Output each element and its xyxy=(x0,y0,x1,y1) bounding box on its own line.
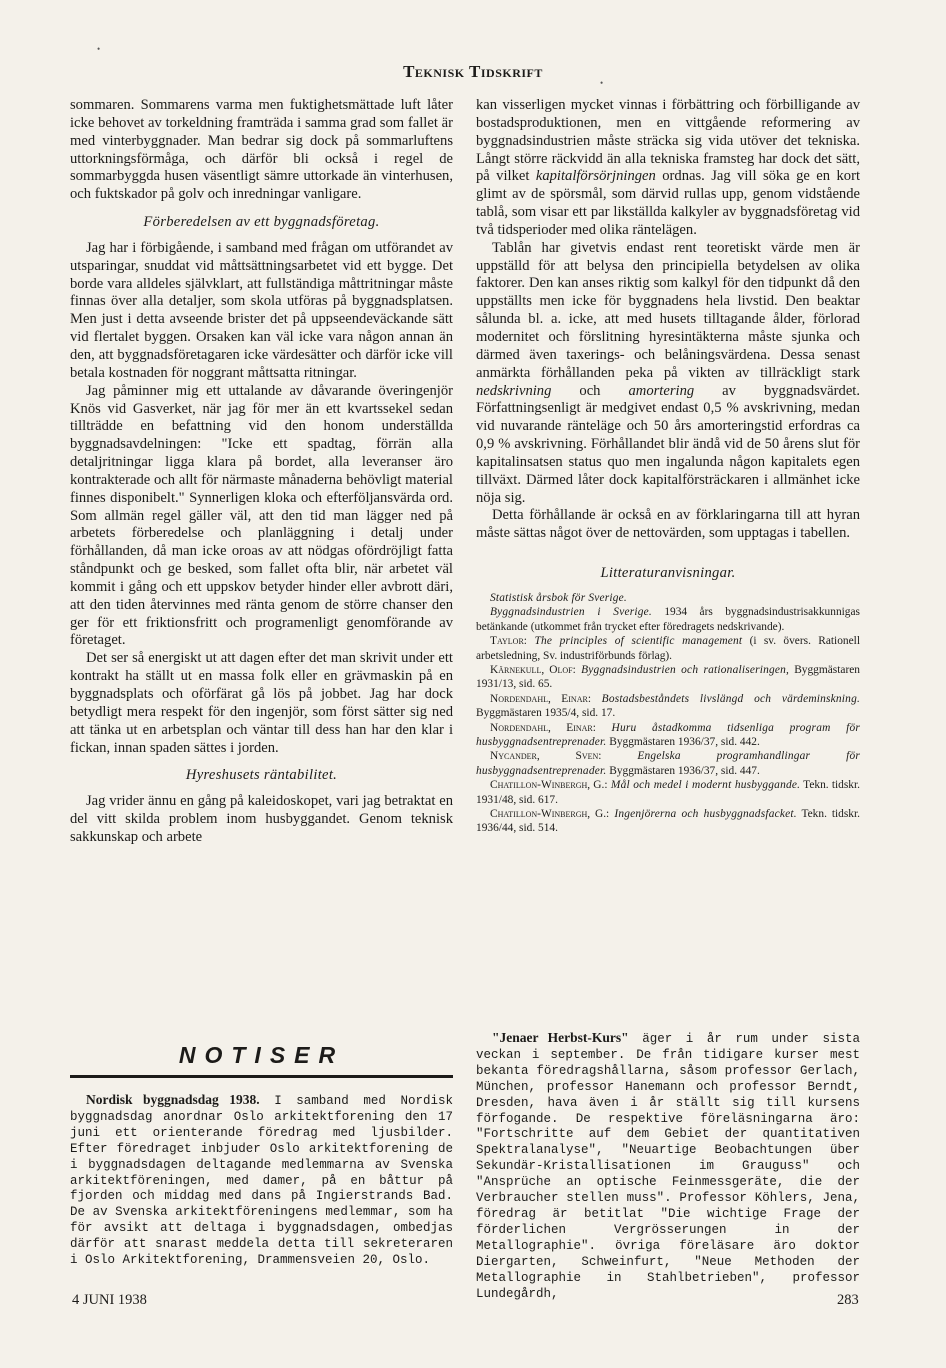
reference-author: Nordendahl, Einar: xyxy=(490,721,596,734)
reference-source: Byggmästaren 1936/37, sid. 442. xyxy=(606,736,760,748)
reference-source: Byggmästaren 1936/37, sid. 447. xyxy=(606,764,760,777)
reference-title: Mål och medel i modernt husbyggande. xyxy=(607,779,801,792)
reference-title: The principles of scientific management xyxy=(526,635,743,648)
notiser-title: NOTISER xyxy=(178,1042,345,1068)
reference-title: Byggnadsindustrien och rationaliseringen, xyxy=(575,663,790,676)
notis-body: äger i år rum under sista veckan i september. De från tidigare kurser mest bekanta föredragshållarna, såsom professor Gerlach, München, professor Hanemann och professor Berndt, Dresden, hava även i år ställt sig till kursens förfogande. De respektive föreläsningarna äro: "Fortschritte auf dem Gebiet der quantitativen Spektralanalyse", "Neuartige Beobachtungen über Sekundär-Kristallisationen im Grauguss" och "Ansprüche an optische Feinmessgeräte, die der Verbraucher stellen muss". Professor Köhlers, Jena, föredrag är betitlat "Die wichtige Frage der förderlichen Vergrösserungen in der Metallographie". övriga föreläsare äro doktor Diergarten, Schweinfurt, "Neue Methoden der Metallographie in Stahlbetrieben", professor Lundegårdh, xyxy=(476,1032,860,1301)
right-column xyxy=(476,97,860,836)
reference-item xyxy=(476,778,860,807)
notis-item xyxy=(476,1030,860,1302)
paragraph: Tablån har givetvis endast rent teoretiskt värde men är uppställd för att belysa den principiella betydelsen av olika faktorer. Den kan anses riktig som kalkyl för den tidpunkt då den uppställts men icke för byggnadens hela livstid. Den beaktar sålunda bl. a. icke, att med husets tilltagande ålder, förlorad modernitet och förslitning hyresintäkterna måste sjunka och därmed även taxerings- och belåningsvärdena. Dessa senast anmärkta förhållanden peka på vikten av tillräckligt stark nedskrivning och amortering av byggnadsvärdet. Författningsenligt är medgivet endast 0,5 % avskrivning, medan vid nuvarande ränteläge och 50 års amorteringstid erfordras ca 0,9 % avskrivning. Förhållandet blir ändå vid de 50 årens slut för kapitalinsatsen status quo men ingalunda någon kapitalets egen tillväxt. Därmed låter dock kapitalförsträckaren i allmänhet icke nöja sig. xyxy=(476,239,860,506)
reference-author: Chatillon-Winbergh, G.: xyxy=(490,779,608,792)
reference-title: Bostadsbeståndets livslängd och värdeminskning. xyxy=(591,692,861,705)
reference-item xyxy=(476,605,860,634)
reference-item xyxy=(476,721,860,750)
reference-title: Ingenjörerna och husbyggnadsfacket. xyxy=(609,808,797,821)
scan-speck: • xyxy=(600,78,604,88)
journal-title: Teknisk Tidskrift xyxy=(403,62,543,81)
footer-date: 4 JUNI 1938 xyxy=(72,1292,147,1308)
page-number: 283 xyxy=(837,1292,859,1308)
reference-source: (i sv. övers. Rationell arbetsledning, Sv. industriförbunds förlag). xyxy=(476,635,860,662)
paragraph: kan visserligen mycket vinnas i förbättring och förbilligande av bostadsproduktionen, men en vittgående reformering av byggnadsindustrien måste sträcka sig vida utöver det tekniska. Långt större räckvidd än alla tekniska framsteg har dock det sätt, på vilket kapitalförsörjningen ordnas. Jag vill söka ge en kort glimt av de spörsmål, som därvid rullas upp, genom vidstående tablå, som visar ett par likställda kalkyler av byggnadsföretag vid två tidsperioder med olika räntelägen. xyxy=(476,97,860,238)
reference-item xyxy=(476,749,860,778)
section-heading: Hyreshusets räntabilitet. xyxy=(185,767,338,784)
paragraph: Jag vrider ännu en gång på kaleidoskopet, vari jag betraktat en del vitt skilda problem inom husbyggandet. Genom teknisk sakkunskap och arbete xyxy=(70,793,453,845)
reference-list xyxy=(476,591,860,836)
reference-item xyxy=(476,591,860,605)
reference-item xyxy=(476,663,860,692)
reference-author: Nordendahl, Einar: xyxy=(490,692,591,705)
notis-body: I samband med Nordisk byggnadsdag anordnar Oslo arkitektforening den 17 juni ett orienterande föredrag med ljusbilder. Efter föredraget inbjuder Oslo arkitektforening de i byggnadsdagen deltagande medlemmarna av Svenska arkitektföreningen, med damer, på en båttur på fjorden och middag med dans på Ingierstrands Bad. De av Svenska arkitektföreningens medlemmar, som ha för avsikt att deltaga i byggnadsdagen, ombedjas därför att snarast meddela detta till sekreteraren i Oslo Arkitektforening, Drammensveien 20, Oslo. xyxy=(70,1094,453,1268)
notis-heading: Nordisk byggnadsdag 1938. xyxy=(86,1092,260,1107)
reference-source: Byggmästaren 1931/13, sid. 65. xyxy=(476,663,860,691)
reference-author: Chatillon-Winbergh, G.: xyxy=(490,808,610,821)
section-heading: Förberedelsen av ett byggnadsföretag. xyxy=(143,214,380,231)
reference-title: Statistisk årsbok för Sverige. xyxy=(490,591,627,604)
paragraph: sommaren. Sommarens varma men fuktighetsmättade luft låter icke behovet av torkeldning framträda i samma grad som fallet är med vinterbyggnader. Man bedrar sig dock på sommarluftens uttorkningsförmåga, och därför bli också i regel de sommarbyggda husen väsentligt sämre uttorkade än vinterhusen, och fuktskador på golv och inredningar vanligare. xyxy=(70,97,453,203)
reference-title: Byggnadsindustrien i Sverige. xyxy=(490,606,652,619)
paragraph: Jag har i förbigående, i samband med frågan om utförandet av utsparingar, snuddat vid måttsättningsarbetet vid ett bygge. Det borde vara alldeles självklart, att fullständiga måttritningar måste finnas över alla detaljer, som skola utföras på byggnadsplatsen. Men just i detta avseende brister det på uppseendeväckande sätt vid flertalet byggen. Orsaken kan väl icke vara någon annan än den, att byggnadsföretagaren icke värdesätter och därför icke vill betala kostnaden för noggrant måttsatta ritningar. xyxy=(70,239,453,381)
reference-source: Tekn. tidskr. 1931/48, sid. 617. xyxy=(476,779,860,806)
notis-item xyxy=(70,1092,453,1269)
paragraph: Det ser så energiskt ut att dagen efter det man skrivit under ett kontrakt ha ställt ut en massa folk eller en grävmaskin på en byggnadsplats och oförfärat gå lös på jobbet. Jag har dock betydligt mera respekt för den ingenjör, som först sätter sig ned att tänka ut en arbetsplan och väntar till dess han har den klar i fickan, innan spaden sättes i jorden. xyxy=(70,650,453,756)
reference-title: Huru åstadkomma tidsenliga program för husbyggnadsentreprenader. xyxy=(476,721,860,748)
notiser-section xyxy=(70,1028,453,1269)
paragraph: Detta förhållande är också en av förklaringarna till att hyran måste sättas något över de nettovärden, som upptagas i tabellen. xyxy=(476,507,860,542)
reference-author: Taylor: xyxy=(490,635,527,648)
reference-item xyxy=(476,634,860,663)
reference-title: Engelska programhandlingar för husbyggnadsentreprenader. xyxy=(476,750,861,777)
reference-source: 1934 års byggnadsindustrisakkunnigas betänkande (utkommet från trycket efter föredragets nedskrivande). xyxy=(476,606,860,633)
reference-item xyxy=(476,692,860,721)
section-heading: Litteraturanvisningar. xyxy=(600,565,736,582)
paragraph: Jag påminner mig ett uttalande av dåvarande överingenjör Knös vid Gasverket, när jag för mer än ett kvartssekel sedan tillträdde en befattning vid den honom underställda byggnadsavdelningen: "Icke ett spadtag, förrän alla detaljritningar ligga klara på bordet, alla leveranser äro kontrakterade och allt för närmaste månaderna behövligt material finnes disponibelt." Synnerligen kloka och efterföljansvärda ord. Som allmän regel gäller väl, att den tid man lägger ned på arbetets förberedelse och planläggning i detalj under förhållanden, då man icke oroas av att nödgas ofördröjligt fatta ståndpunkt och ge besked, som fallet ofta blir, när arbetet väl kommit i gång och ett uppskov betyder hinder eller avbrott däri, att den tiden återvinnes med ränta genom de större chanser den ger för ett friktionsfritt och programenligt genomförande av företaget. xyxy=(70,382,453,649)
notiser-rule xyxy=(70,1075,453,1078)
reference-source: Byggmästaren 1935/4, sid. 17. xyxy=(476,707,616,720)
notis-heading: "Jenaer Herbst-Kurs" xyxy=(492,1030,629,1045)
reference-author: Kärnekull, Olof: xyxy=(490,663,576,676)
reference-item xyxy=(476,807,860,836)
scan-speck: • xyxy=(97,44,101,54)
left-column xyxy=(70,97,453,847)
reference-source: Tekn. tidskr. 1936/44, sid. 514. xyxy=(476,808,860,835)
reference-author: Nycander, Sven: xyxy=(490,750,602,763)
